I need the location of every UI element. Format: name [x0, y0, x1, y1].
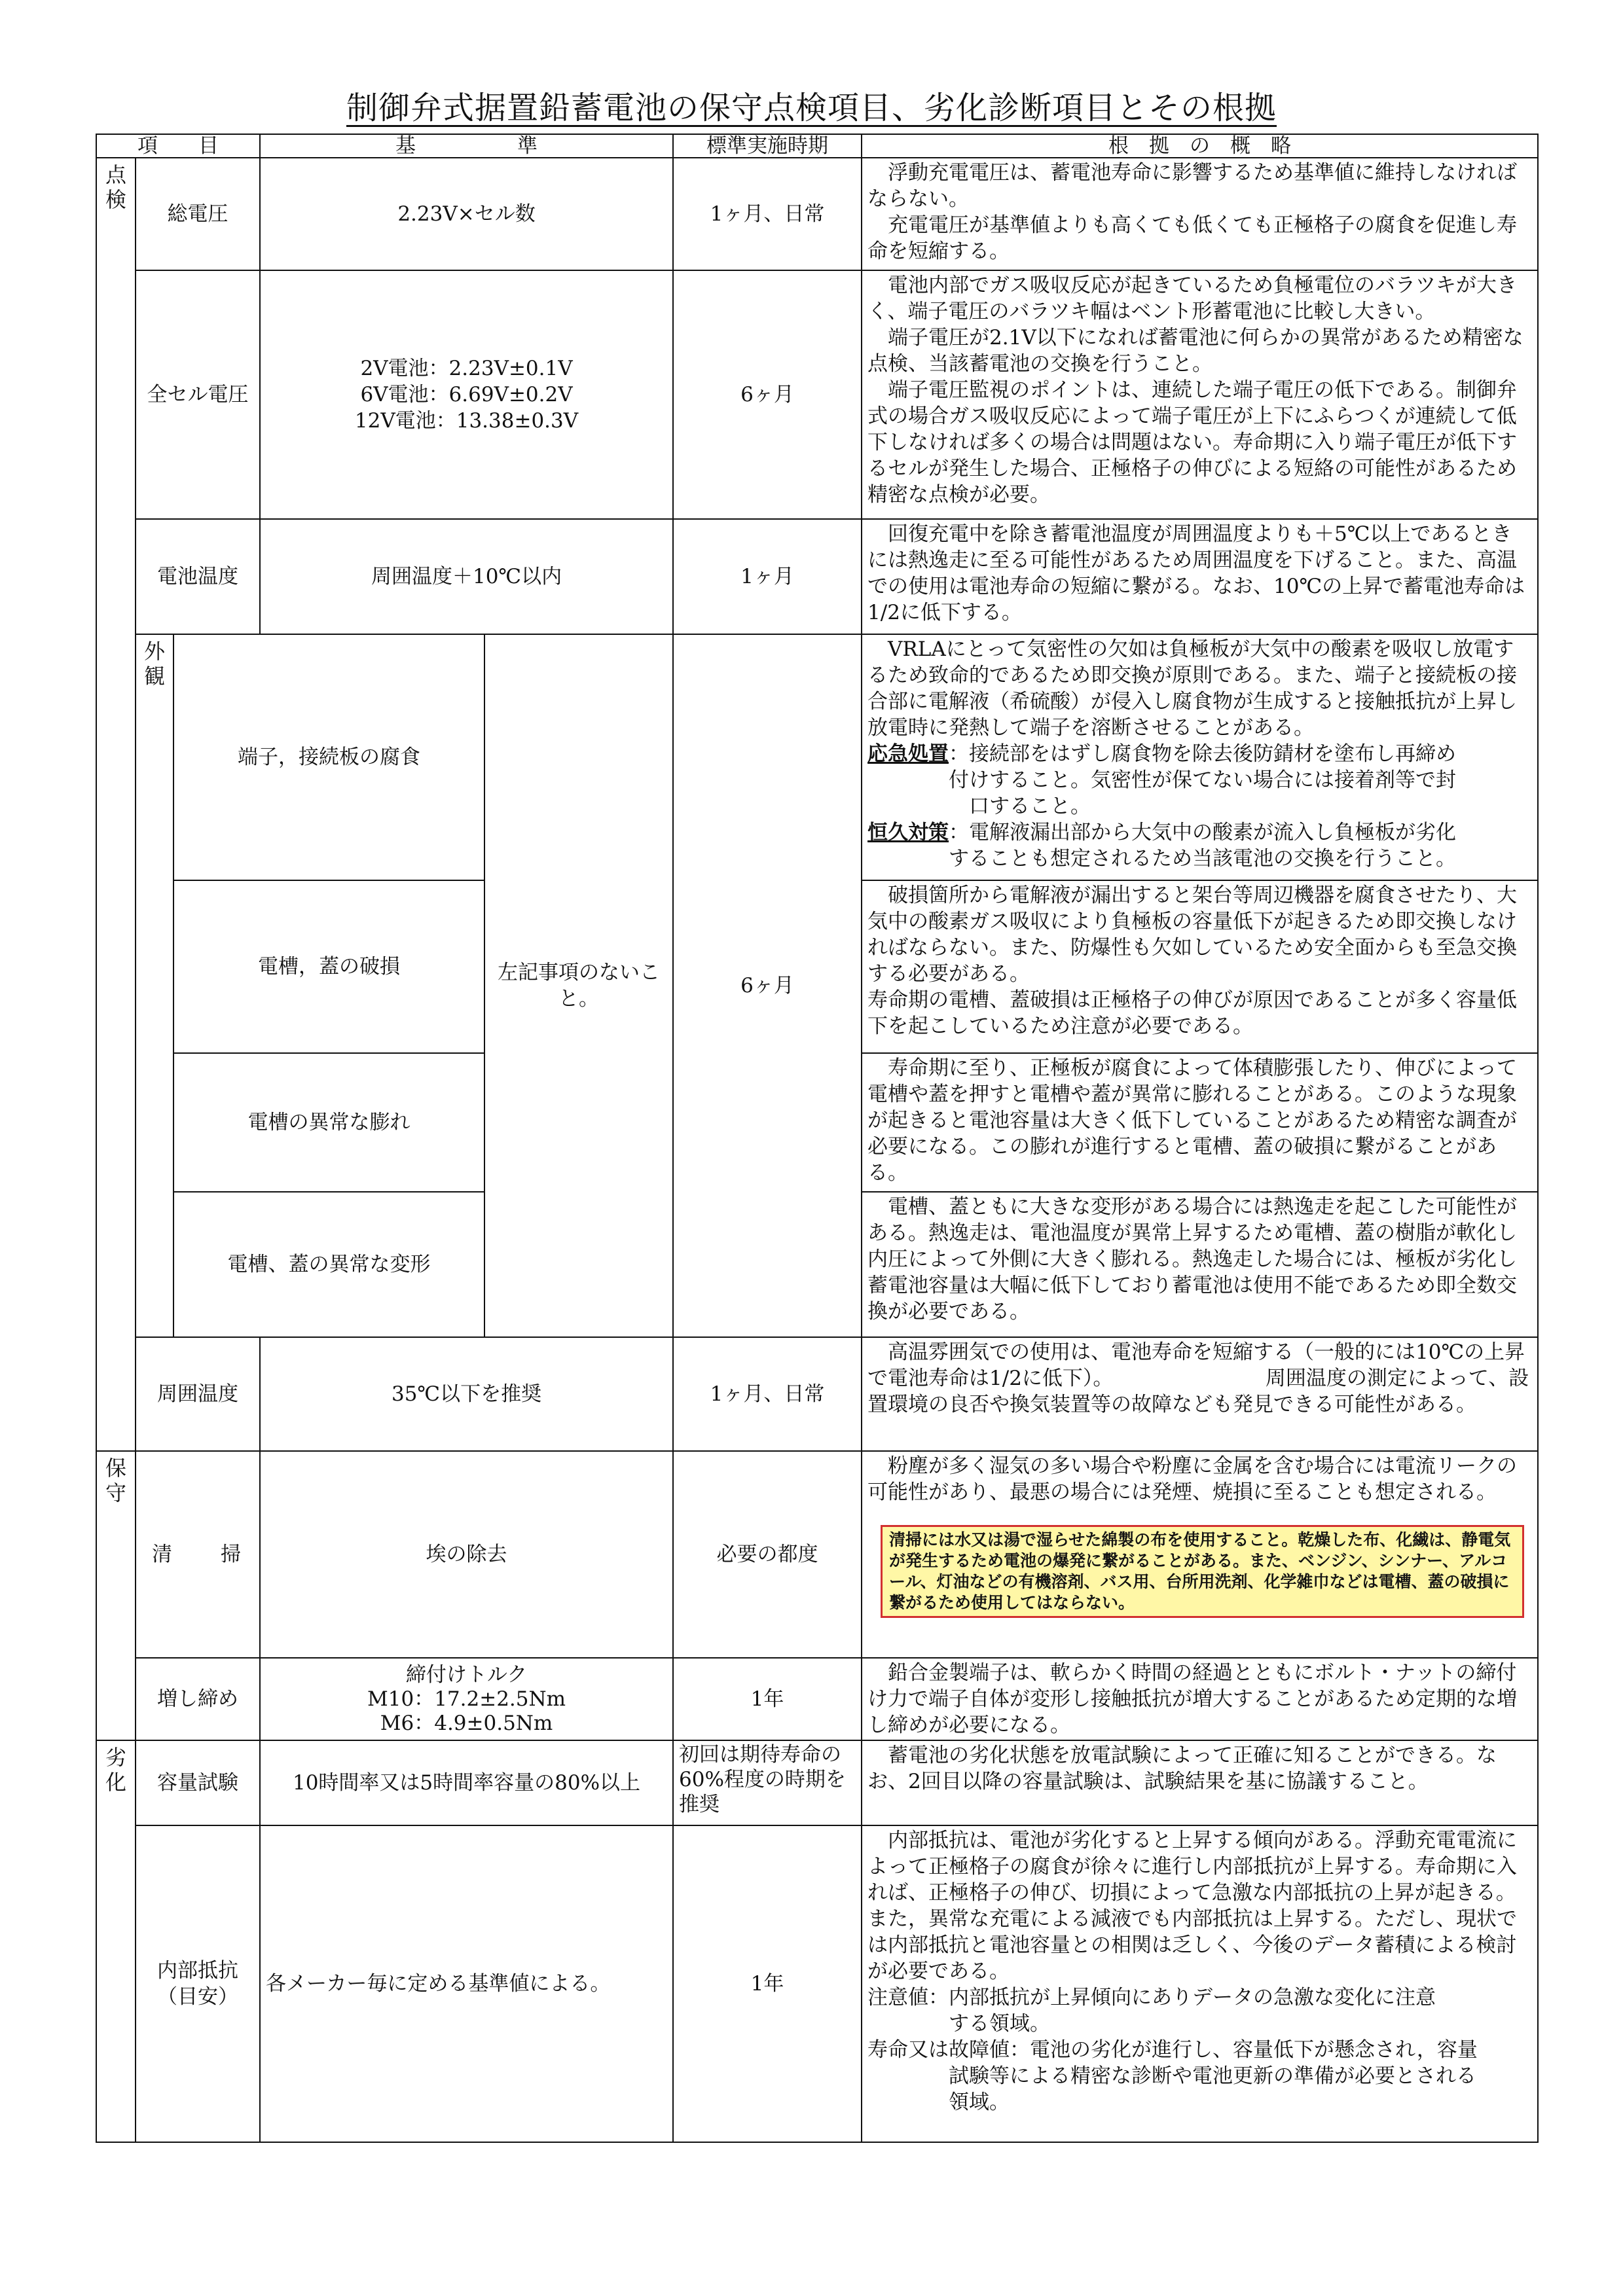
item-retightening: 増し締め — [136, 1658, 260, 1740]
permanent-text: ：電解液漏出部から大気中の酸素が流入し負極板が劣化 することも想定されるため当該電池の交換を行うこと。 — [949, 821, 1457, 870]
header-standard: 基 準 — [260, 134, 673, 158]
page-title: 制御弁式据置鉛蓄電池の保守点検項目、劣化診断項目とその根拠 — [346, 90, 1277, 126]
inspection-table — [96, 134, 1539, 2143]
item-cleaning: 清 掃 — [136, 1451, 260, 1658]
table-row — [96, 1451, 1538, 1658]
item-case-swelling: 電槽の異常な膨れ — [173, 1053, 484, 1192]
basis-battery-temp: 回復充電中を除き蓄電池温度が周囲温度よりも＋5℃以上であるときには熱逸走に至る可能性があるため周囲温度を下げること。また、高温での使用は電池寿命の短縮に繋がる。なお、10℃の上昇で蓄電池寿命は1/2に低下する。 — [862, 519, 1538, 634]
standard-capacity-test: 10時間率又は5時間率容量の80%以上 — [260, 1740, 673, 1825]
basis-case-damage: 破損箇所から電解液が漏出すると架台等周辺機器を腐食させたり、大気中の酸素ガス吸収により負極板の容量低下が起きるため即交換しなければならない。また、防爆性も欠如しているため安全面からも至急交換する必要がある。 寿命期の電槽、蓋破損は正極格子の伸びが原因であることが多く容量低下を起こしているため注意が必要である。 — [862, 880, 1538, 1053]
item-ambient-temp: 周囲温度 — [136, 1337, 260, 1451]
category-appearance: 外 観 — [136, 634, 173, 1337]
standard-internal-resistance: 各メーカー毎に定める基準値による。 — [260, 1825, 673, 2142]
basis-ambient-temp: 高温雰囲気での使用は、電池寿命を短縮する（一般的には10℃の上昇で電池寿命は1/2に低下）。 周囲温度の測定によって、設置環境の良否や換気装置等の故障なども発見できる可能性がある。 — [862, 1337, 1538, 1451]
basis-cleaning-text: 粉塵が多く湿気の多い場合や粉塵に金属を含む場合には電流リークの可能性があり、最悪の場合には発煙、焼損に至ることも想定される。 — [867, 1454, 1518, 1504]
emergency-text: ：接続部をはずし腐食物を除去後防錆材を塗布し再締め 付けすること。気密性が保てない場合には接着剤等で封 口すること。 — [949, 742, 1457, 818]
basis-retightening: 鉛合金製端子は、軟らかく時間の経過とともにボルト・ナットの締付け力で端子自体が変形し接触抵抗が増大することがあるため定期的な増し締めが必要になる。 — [862, 1658, 1538, 1740]
table-row — [96, 1658, 1538, 1740]
standard-cleaning: 埃の除去 — [260, 1451, 673, 1658]
basis-capacity-test: 蓄電池の劣化状態を放電試験によって正確に知ることができる。なお、2回目以降の容量試験は、試験結果を基に協議すること。 — [862, 1740, 1538, 1825]
basis-case-deformation: 電槽、蓋ともに大きな変形がある場合には熱逸走を起こした可能性がある。熱逸走は、電池温度が異常上昇するため電槽、蓋の樹脂が軟化し内圧によって外側に大きく膨れる。熱逸走した場合には、極板が劣化し蓄電池容量は大幅に低下しており蓄電池は使用不能であるため即全数交換が必要である。 — [862, 1192, 1538, 1337]
item-battery-temp: 電池温度 — [136, 519, 260, 634]
item-internal-resistance: 内部抵抗（目安） — [136, 1825, 260, 2142]
category-deterioration: 劣 化 — [96, 1740, 136, 2142]
header-timing: 標準実施時期 — [673, 134, 862, 158]
timing-capacity-test: 初回は期待寿命の60%程度の時期を推奨 — [673, 1740, 862, 1825]
category-inspection: 点 検 — [96, 158, 136, 1451]
standard-battery-temp: 周囲温度＋10℃以内 — [260, 519, 673, 634]
emergency-label: 応急処置 — [867, 742, 949, 766]
timing-appearance: 6ヶ月 — [673, 634, 862, 1337]
table-row — [96, 1825, 1538, 2142]
basis-case-swelling: 寿命期に至り、正極板が腐食によって体積膨張したり、伸びによって電槽や蓋を押すと電槽や蓋が異常に膨れることがある。このような現象が起きると電池容量は大きく低下していることがあるため精密な調査が必要になる。この膨れが進行すると電槽、蓋の破損に繋がることがある。 — [862, 1053, 1538, 1192]
standard-all-cell-voltage: 2V電池：2.23V±0.1V 6V電池：6.69V±0.2V 12V電池：13.38±0.3V — [260, 270, 673, 519]
timing-all-cell-voltage: 6ヶ月 — [673, 270, 862, 519]
table-row — [96, 1740, 1538, 1825]
standard-retightening: 締付けトルク M10：17.2±2.5Nm M6：4.9±0.5Nm — [260, 1658, 673, 1740]
table-header-row — [96, 134, 1538, 158]
item-case-deformation: 電槽、蓋の異常な変形 — [173, 1192, 484, 1337]
standard-ambient-temp: 35℃以下を推奨 — [260, 1337, 673, 1451]
item-case-damage: 電槽，蓋の破損 — [173, 880, 484, 1053]
basis-terminal-corrosion-intro: VRLAにとって気密性の欠如は負極板が大気中の酸素を吸収し放電するため致命的であるため即交換が原則である。また、端子と接続板の接合部に電解液（希硫酸）が侵入し腐食物が生成すると接触抵抗が上昇し放電時に発熱して端子を溶断させることがある。 — [867, 637, 1518, 740]
timing-total-voltage: 1ヶ月、日常 — [673, 158, 862, 270]
item-total-voltage: 総電圧 — [136, 158, 260, 270]
timing-internal-resistance: 1年 — [673, 1825, 862, 2142]
standard-appearance: 左記事項のないこと。 — [484, 634, 673, 1337]
basis-terminal-corrosion — [862, 634, 1538, 880]
basis-total-voltage: 浮動充電電圧は、蓄電池寿命に影響するため基準値に維持しなければならない。 充電電圧が基準値よりも高くても低くても正極格子の腐食を促進し寿命を短縮する。 — [862, 158, 1538, 270]
table-row — [96, 1337, 1538, 1451]
category-maintenance: 保 守 — [96, 1451, 136, 1740]
timing-retightening: 1年 — [673, 1658, 862, 1740]
table-row — [96, 158, 1538, 270]
basis-cleaning — [862, 1451, 1538, 1658]
standard-total-voltage: 2.23V×セル数 — [260, 158, 673, 270]
table-row — [96, 634, 1538, 880]
item-capacity-test: 容量試験 — [136, 1740, 260, 1825]
basis-internal-resistance: 内部抵抗は、電池が劣化すると上昇する傾向がある。浮動充電電流によって正極格子の腐食が徐々に進行し内部抵抗が上昇する。寿命期に入れば、正極格子の伸び、切損によって急激な内部抵抗の上昇が起きる。また，異常な充電による減液でも内部抵抗は上昇する。ただし、現状では内部抵抗と電池容量との相関は乏しく、今後のデータ蓄積による検討が必要である。 注意値：内部抵抗が上昇傾向にありデータの急激な変化に注意 する領域。 寿命又は故障値：電池の劣化が進行し、容量低下が懸念され，容量 試験等による精密な診断や電池更新の準備が必要とされる 領域。 — [862, 1825, 1538, 2142]
header-basis: 根 拠 の 概 略 — [862, 134, 1538, 158]
table-row — [96, 270, 1538, 519]
timing-battery-temp: 1ヶ月 — [673, 519, 862, 634]
item-all-cell-voltage: 全セル電圧 — [136, 270, 260, 519]
timing-ambient-temp: 1ヶ月、日常 — [673, 1337, 862, 1451]
cleaning-caution-note: 清掃には水又は湯で湿らせた綿製の布を使用すること。乾燥した布、化繊は、静電気が発生するため電池の爆発に繋がることがある。また、ベンジン、シンナー、アルコール、灯油などの有機溶剤、バス用、台所用洗剤、化学雑巾などは電槽、蓋の破損に繋がるため使用してはならない。 — [881, 1525, 1524, 1618]
timing-cleaning: 必要の都度 — [673, 1451, 862, 1658]
item-terminal-corrosion: 端子，接続板の腐食 — [173, 634, 484, 880]
table-row — [96, 519, 1538, 634]
permanent-label: 恒久対策 — [867, 821, 949, 844]
basis-all-cell-voltage: 電池内部でガス吸収反応が起きているため負極電位のバラツキが大きく、端子電圧のバラツキ幅はベント形蓄電池に比較し大きい。 端子電圧が2.1V以下になれば蓄電池に何らかの異常があるため精密な点検、当該蓄電池の交換を行うこと。 端子電圧監視のポイントは、連続した端子電圧の低下である。制御弁式の場合ガス吸収反応によって端子電圧が上下にふらつくが連続して低下しなければ多くの場合は問題はない。寿命期に入り端子電圧が低下するセルが発生した場合、正極格子の伸びによる短絡の可能性があるため精密な点検が必要。 — [862, 270, 1538, 519]
header-item: 項 目 — [96, 134, 260, 158]
